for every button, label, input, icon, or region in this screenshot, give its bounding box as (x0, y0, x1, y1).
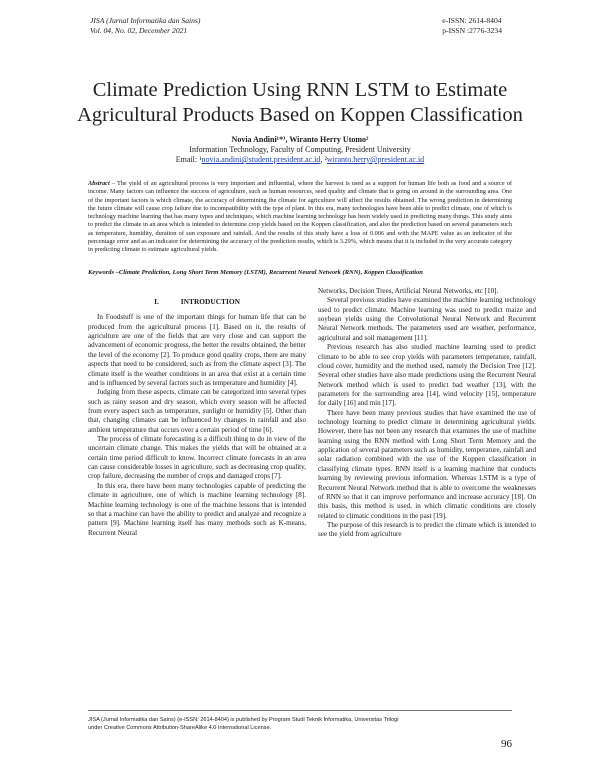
footer-line-2: under Creative Commons Attribution-ShareAlike 4.0 International License. (88, 725, 272, 732)
title-line-1: Climate Prediction Using RNN LSTM to Estimate (92, 79, 508, 101)
section-number: I. (154, 297, 159, 306)
author-names: Novia Andini¹*⁾, Wiranto Herry Utomo² (231, 135, 369, 144)
body-paragraph: There have been many previous studies that have examined the use of technology learning to predict climate in determining agricultural yields. However, there has not been any research that examines the use of machine learning using the RNN method with Long Short Term Memory and the application of several parameters such as humidity, temperature, rainfall and solar radiation combined with the use of the Koppen classification in classifying climate types. RNN itself is a learning machine that conducts learning by reviewing previous information. Whereas LSTM is a type of Recurrent Neural Network method that is able to overcome the weaknesses of RNN so that it can improve performance and increase accuracy [18]. On this basis, this method is used, in which climatic conditions are closely related to climatic conditions in the past [19]. (318, 408, 536, 520)
page-number: 96 (501, 738, 512, 750)
email-link-1[interactable]: novia.andini@student.president.ac.id (201, 155, 321, 164)
abstract (88, 180, 512, 254)
author-block (60, 135, 540, 165)
body-paragraph: In Foodstuff is one of the important things for human life that can be produced from the agricultural process [1]. Based on it, the results of agriculture are one of the fields that are very close and can support the advancement of economic progress, the better the results obtained, the better the level of the economy [2]. To produce good quality crops, there are many aspects that need to be considered, such as from the climate aspect [3]. The climate itself is the weather conditions in an area that exist at a certain time and is influenced by several factors such as temperature and humidity [4]. (88, 313, 306, 387)
journal-eissn: e-ISSN: 2614-8404 (442, 16, 502, 25)
footer-line-1: JISA (Jurnal Informatika dan Sains) (e-ISSN: 2614-8404) is published by Program Studi Teknik Informatika, Universitas Trilogi (88, 717, 399, 723)
journal-header-left (90, 16, 200, 36)
journal-volume: Vol. 04, No. 02, December 2021 (90, 26, 188, 35)
abstract-text: – The yield of an agricultural process is very important and influential, where the harvest is used as a support for human life both as food and a source of income. Many factors can influence the success of agriculture, such as human resources, seed quality and climate that is going on around in the surrounding area. One of the important factors is which climate, the accuracy of determining the climate for agriculture will affect the results obtained. The wrong prediction in determining the future climate will cause crop failure due to incompatibility with the type of plant. In this era, many technologies have been able to predict climate, one of which is technology machine learning that has many types and techniques, which machine learning technology has been widely used in predicting many things. This study aims to predict the climate in an area which is intended to determine crop yields based on the Koppen classification, and also the prediction based on several parameters such as temperature, humidity, duration of sun exposure and rainfall. And the results of this study have a loss of 0.006 and with the MAPE value as an indicator of the percentage error and as an indicator for determining the accuracy of the prediction results, which is 3.29%, which means that it is included in the very accurate category in predicting climate to estimate agricultural yields. (88, 180, 512, 253)
body-paragraph: Previous research has also studied machine learning used to predict climate to be able to see crop yields with parameters temperature, rainfall, cloud cover, humidity and the method used, namely the Decision Tree [12]. Several other studies have also made predictions using the Recurrent Neural Network method which is used to predict bad weather [13], with the parameters for the surrounding area [14], wind velocity [15], temperature for daily [16] and min [17]. (318, 343, 536, 408)
body-paragraph-continued: Networks, Decision Trees, Artificial Neural Networks, etc [10]. (318, 287, 499, 295)
right-column (318, 287, 536, 540)
body-paragraph: Several previous studies have examined the machine learning technology used to predict climate. Machine learning was used to predict maize and soybean yields using the Convolutional Neural Network and Recurrent Neural Network methods. The parameters used are weather, performance, agricultural and soil management [11]. (318, 296, 536, 342)
email-separator: , ² (320, 155, 327, 164)
section-heading-introduction (88, 297, 306, 306)
abstract-label: Abstract (88, 180, 110, 187)
journal-name: JISA (Jurnal Informatika dan Sains) (90, 16, 201, 25)
author-emails (60, 155, 540, 165)
keywords: Keywords –Climate Prediction, Long Short Term Memory (LSTM), Recurrent Neural Network (RNN), Koppen Classification (88, 269, 423, 276)
email-prefix: Email: ¹ (175, 155, 202, 164)
title-line-2: Agricultural Products Based on Koppen Classification (77, 104, 523, 126)
author-affiliation: Information Technology, Faculty of Computing, President University (189, 145, 411, 154)
section-title: INTRODUCTION (180, 297, 240, 306)
paper-title (60, 78, 540, 128)
body-paragraph: The purpose of this research is to predict the climate which is intended to see the yield from agriculture (318, 520, 536, 539)
left-column (88, 287, 306, 538)
journal-header-right (442, 16, 502, 36)
page-footer (88, 716, 512, 732)
footer-divider (88, 710, 512, 711)
body-paragraph: In this era, there have been many technologies capable of predicting the climate in agriculture, one of which is machine learning technology [8]. Machine learning technology is one of the machine lessons that is intended so that a machine can have the ability to predict and analyze and recognize a pattern [9]. Machine learning itself has many methods such as K-means, Recurrent Neural (88, 481, 306, 537)
journal-pissn: p-ISSN :2776-3234 (442, 26, 502, 35)
email-link-2[interactable]: wiranto.herry@president.ac.id (326, 155, 425, 164)
body-paragraph: The process of climate forecasting is a difficult thing to do in view of the uncertain climate change. This makes the yields that will be obtained at a certain time period difficult to know. Incorrect climate forecasts in an area can cause considerable losses in agriculture, such as decreasing crop quality, crop failure, decreasing the number of crops and damaged crops [7]. (88, 435, 306, 481)
body-paragraph: Judging from these aspects, climate can be categorized into several types such as rainy season and dry season, which every season will be affected from every aspect such as temperature, sunlight or humidity [5]. Other than that, changing climates can be influenced by changes in rainfall and also ambient temperature that occurs over a certain period of time [6]. (88, 388, 306, 434)
